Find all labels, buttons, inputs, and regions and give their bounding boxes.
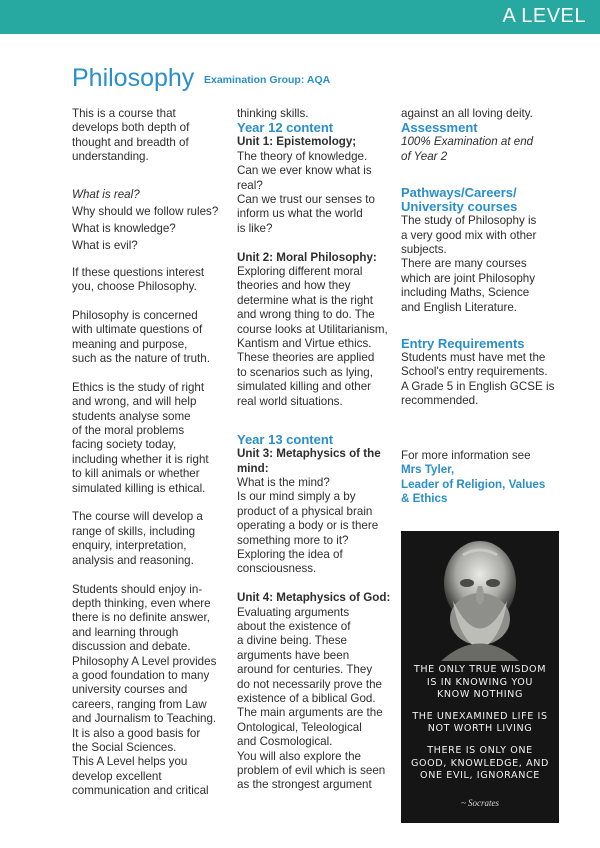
text-line: depth thinking, even where (72, 596, 211, 610)
text-line: Is our mind simply a by (237, 490, 356, 504)
interest-paragraph (72, 266, 230, 295)
quote-line: GOOD, KNOWLEDGE, AND (410, 757, 550, 769)
text-line: students analyse some (72, 409, 191, 423)
text-line: discussion and debate. (72, 640, 191, 654)
quote-line: THE UNEXAMINED LIFE IS (412, 710, 548, 722)
text-line: develops both depth of (72, 121, 190, 135)
text-line: facing society today, (72, 438, 177, 452)
text-line: range of skills, including (72, 524, 196, 538)
contact-role-cont: & Ethics (401, 491, 448, 505)
text-line: do not necessarily prove the (237, 677, 383, 691)
text-line: arguments have been (237, 648, 350, 662)
concerned-paragraph (72, 309, 230, 367)
unit3-body (237, 476, 394, 577)
text-line: product of a physical brain (237, 504, 373, 518)
quotes-block (401, 664, 559, 792)
text-line: Philosophy is concerned (72, 308, 198, 322)
text-line: understanding. (72, 150, 149, 164)
text-line: to scenarios such as lying, (237, 365, 373, 379)
text-line: Can we ever know what is (237, 164, 372, 178)
text-line: Ontological, Teleological (237, 720, 362, 734)
unit3-title-line1: Unit 3: Metaphysics of the (237, 447, 381, 461)
text-line: You will also explore the (237, 749, 361, 763)
column-middle (237, 107, 394, 793)
text-line: about the existence of (237, 619, 351, 633)
text-line: course looks at Utilitarianism, (237, 322, 388, 336)
text-line: The theory of knowledge. (237, 149, 368, 163)
contact-role: Leader of Religion, Values (401, 477, 546, 491)
question-rules: Why should we follow rules? (72, 204, 219, 218)
text-line: Exploring different moral (237, 265, 363, 279)
text-line: and learning through (72, 625, 179, 639)
text-line: of Year 2 (401, 149, 448, 163)
text-line: to kill animals or whether (72, 467, 200, 481)
ethics-paragraph (72, 381, 230, 496)
skills-paragraph (72, 510, 230, 568)
text-line: real? (237, 178, 263, 192)
quote-3 (401, 745, 559, 783)
quote-line: NOT WORTH LIVING (427, 723, 533, 735)
year12-heading: Year 12 content (237, 120, 334, 136)
text-line: problem of evil which is seen (237, 764, 386, 778)
text-line: Exploring the idea of (237, 547, 343, 561)
text-line: real world situations. (237, 394, 343, 408)
quote-2 (401, 711, 559, 736)
text-line: develop excellent (72, 769, 162, 783)
quote-line: THE ONLY TRUE WISDOM (413, 664, 547, 675)
text-line: including whether it is right (72, 452, 209, 466)
text-line: This A Level helps you (72, 755, 188, 769)
unit1-body (237, 150, 394, 236)
text-line: you, choose Philosophy. (72, 280, 197, 294)
text-line: with ultimate questions of (72, 323, 203, 337)
exam-group: Examination Group: AQA (204, 74, 331, 86)
text-line: simulated killing is ethical. (72, 481, 206, 495)
text-line: determine what is the right (237, 293, 373, 307)
banner-label: A LEVEL (502, 5, 586, 27)
question-real: What is real? (72, 187, 140, 201)
text-line: These theories are applied (237, 351, 375, 365)
unit3-title-line2: mind: (237, 461, 269, 475)
text-line: against an all loving deity. (401, 107, 533, 120)
text-line: 100% Examination at end (401, 135, 534, 149)
column-left (72, 107, 230, 799)
quote-line: ONE EVIL, IGNORANCE (420, 770, 540, 782)
text-line: Students must have met the (401, 351, 546, 365)
text-line: and Cosmological. (237, 735, 333, 749)
quote-line: KNOW NOTHING (437, 689, 523, 701)
top-banner (0, 0, 600, 34)
unit2-body (237, 265, 394, 409)
text-line: consciousness. (237, 562, 317, 576)
text-line: Can we trust our senses to (237, 193, 375, 207)
column-right (401, 107, 561, 506)
unit2-title: Unit 2: Moral Philosophy: (237, 250, 377, 264)
text-line: simulated killing and other (237, 380, 372, 394)
text-line: around for centuries. They (237, 663, 373, 677)
text-line: subjects. (401, 243, 447, 257)
quote-line: THERE IS ONLY ONE (427, 744, 533, 756)
assessment-heading: Assessment (401, 120, 478, 136)
text-line: Philosophy A Level provides (72, 654, 217, 668)
text-line: there is no definite answer, (72, 611, 210, 625)
text-line: of the moral problems (72, 424, 185, 438)
text-line: analysis and reasoning. (72, 553, 194, 567)
text-line: university courses and (72, 683, 188, 697)
pathways-heading-line2: University courses (401, 199, 518, 215)
text-line: something more to it? (237, 533, 349, 547)
text-line: School's entry requirements. (401, 365, 548, 379)
entry-heading: Entry Requirements (401, 336, 525, 352)
quote-attribution: ~ Socrates (460, 798, 500, 808)
pathways-heading-line1: Pathways/Careers/ (401, 185, 517, 201)
text-line: Students should enjoy in- (72, 582, 203, 596)
text-line: This is a course that (72, 107, 176, 120)
text-line: The main arguments are the (237, 706, 383, 720)
text-line: There are many courses (401, 257, 527, 271)
pathways-body (401, 214, 561, 315)
text-line: as the strongest argument (237, 778, 372, 792)
text-line: and wrong thing to do. The (237, 308, 375, 322)
text-line: such as the nature of truth. (72, 352, 210, 366)
quote-line: IS IN KNOWING YOU (426, 676, 534, 688)
text-line: Evaluating arguments (237, 605, 350, 619)
text-line: careers, ranging from Law (72, 697, 207, 711)
text-line: What is the mind? (237, 475, 330, 489)
text-line: a divine being. These (237, 634, 348, 648)
page-title: Philosophy (72, 64, 195, 92)
text-line: a very good mix with other (401, 228, 537, 242)
text-line: It is also a good basis for (72, 726, 201, 740)
text-line: communication and critical (72, 784, 209, 798)
text-line: recommended. (401, 394, 479, 408)
text-line: The study of Philosophy is (401, 214, 537, 228)
text-line: and English Literature. (401, 300, 518, 314)
intro-paragraph (72, 107, 230, 165)
text-line: existence of a biblical God. (237, 692, 376, 705)
socrates-poster (401, 531, 559, 823)
socrates-bust-image (401, 531, 559, 661)
text-line: operating a body or is there (237, 519, 379, 533)
text-line: the Social Sciences. (72, 740, 177, 754)
text-line: A Grade 5 in English GCSE is (401, 379, 555, 393)
text-line: and Journalism to Teaching. (72, 712, 217, 726)
text-line: including Maths, Science (401, 286, 530, 300)
text-line: theories and how they (237, 279, 351, 293)
enjoy-paragraph (72, 583, 230, 799)
contact-name: Mrs Tyler, (401, 463, 455, 477)
unit4-body (237, 606, 394, 793)
unit1-title: Unit 1: Epistemology; (237, 135, 357, 149)
text-line: thought and breadth of (72, 135, 189, 149)
text-line: Kantism and Virtue ethics. (237, 337, 372, 351)
text-line: The course will develop a (72, 510, 203, 524)
entry-body (401, 351, 561, 409)
text-line: is like? (237, 221, 273, 235)
text-line: If these questions interest (72, 265, 205, 279)
text-line: and wrong, and will help (72, 395, 197, 409)
text-line: which are joint Philosophy (401, 271, 536, 285)
text-line: a good foundation to many (72, 668, 210, 682)
text-line: thinking skills. (237, 107, 309, 120)
question-knowledge: What is knowledge? (72, 221, 176, 235)
text-line: inform us what the world (237, 207, 363, 221)
text-line: meaning and purpose, (72, 337, 188, 351)
quote-1 (401, 664, 559, 702)
text-line: enquiry, interpretation, (72, 539, 187, 553)
year13-heading: Year 13 content (237, 432, 334, 448)
info-line: For more information see (401, 448, 531, 462)
question-evil: What is evil? (72, 238, 138, 252)
unit4-title: Unit 4: Metaphysics of God: (237, 591, 391, 605)
text-line: Ethics is the study of right (72, 380, 205, 394)
